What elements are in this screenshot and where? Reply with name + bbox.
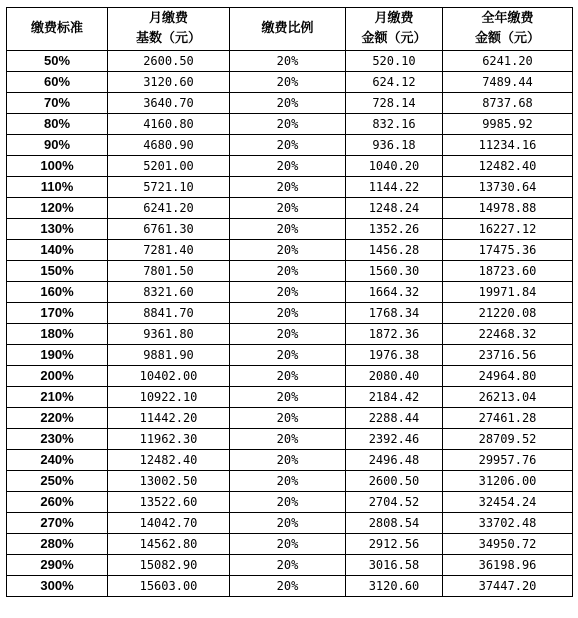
cell-base: 11962.30 [108, 429, 230, 450]
table-row [7, 408, 573, 429]
cell-ratio: 20% [230, 219, 346, 240]
cell-annual: 6241.20 [443, 51, 573, 72]
cell-level: 50% [7, 51, 108, 72]
table-row [7, 282, 573, 303]
cell-ratio: 20% [230, 261, 346, 282]
table-row [7, 198, 573, 219]
cell-level: 140% [7, 240, 108, 261]
cell-base: 13002.50 [108, 471, 230, 492]
cell-ratio: 20% [230, 282, 346, 303]
cell-level: 240% [7, 450, 108, 471]
cell-base: 6241.20 [108, 198, 230, 219]
cell-annual: 9985.92 [443, 114, 573, 135]
cell-base: 14042.70 [108, 513, 230, 534]
cell-base: 14562.80 [108, 534, 230, 555]
cell-ratio: 20% [230, 240, 346, 261]
cell-annual: 11234.16 [443, 135, 573, 156]
cell-level: 270% [7, 513, 108, 534]
cell-annual: 29957.76 [443, 450, 573, 471]
cell-ratio: 20% [230, 198, 346, 219]
cell-base: 12482.40 [108, 450, 230, 471]
table-header [7, 8, 573, 51]
table-row [7, 72, 573, 93]
cell-base: 15603.00 [108, 576, 230, 597]
cell-level: 80% [7, 114, 108, 135]
cell-annual: 23716.56 [443, 345, 573, 366]
table-row [7, 450, 573, 471]
cell-level: 200% [7, 366, 108, 387]
cell-monthly: 2392.46 [346, 429, 443, 450]
cell-base: 5721.10 [108, 177, 230, 198]
header-monthly-line2: 金额（元） [361, 31, 427, 46]
cell-monthly: 2288.44 [346, 408, 443, 429]
cell-annual: 22468.32 [443, 324, 573, 345]
cell-base: 5201.00 [108, 156, 230, 177]
cell-level: 100% [7, 156, 108, 177]
cell-base: 10402.00 [108, 366, 230, 387]
cell-ratio: 20% [230, 471, 346, 492]
cell-base: 7281.40 [108, 240, 230, 261]
cell-monthly: 3120.60 [346, 576, 443, 597]
cell-ratio: 20% [230, 177, 346, 198]
table-row [7, 303, 573, 324]
cell-annual: 18723.60 [443, 261, 573, 282]
header-monthly-line1: 月缴费 [374, 11, 414, 26]
table-row [7, 219, 573, 240]
header-annual-line2: 金额（元） [474, 31, 540, 46]
cell-level: 60% [7, 72, 108, 93]
cell-level: 70% [7, 93, 108, 114]
cell-annual: 21220.08 [443, 303, 573, 324]
cell-level: 120% [7, 198, 108, 219]
cell-ratio: 20% [230, 303, 346, 324]
cell-level: 300% [7, 576, 108, 597]
table-row [7, 324, 573, 345]
cell-annual: 14978.88 [443, 198, 573, 219]
cell-level: 280% [7, 534, 108, 555]
cell-base: 3120.60 [108, 72, 230, 93]
cell-annual: 36198.96 [443, 555, 573, 576]
cell-base: 8841.70 [108, 303, 230, 324]
table-row [7, 366, 573, 387]
cell-monthly: 936.18 [346, 135, 443, 156]
cell-base: 11442.20 [108, 408, 230, 429]
cell-monthly: 1872.36 [346, 324, 443, 345]
cell-monthly: 2496.48 [346, 450, 443, 471]
cell-level: 150% [7, 261, 108, 282]
table-row [7, 261, 573, 282]
header-level: 缴费标准 [7, 8, 108, 51]
cell-ratio: 20% [230, 135, 346, 156]
table-row [7, 534, 573, 555]
cell-monthly: 2704.52 [346, 492, 443, 513]
header-row [7, 8, 573, 51]
cell-ratio: 20% [230, 387, 346, 408]
cell-annual: 19971.84 [443, 282, 573, 303]
cell-monthly: 1040.20 [346, 156, 443, 177]
cell-annual: 16227.12 [443, 219, 573, 240]
header-annual-line1: 全年缴费 [481, 11, 534, 26]
cell-base: 4160.80 [108, 114, 230, 135]
cell-monthly: 1768.34 [346, 303, 443, 324]
table-row [7, 513, 573, 534]
cell-ratio: 20% [230, 324, 346, 345]
cell-monthly: 1456.28 [346, 240, 443, 261]
cell-annual: 28709.52 [443, 429, 573, 450]
cell-annual: 32454.24 [443, 492, 573, 513]
cell-level: 160% [7, 282, 108, 303]
cell-annual: 17475.36 [443, 240, 573, 261]
table-row [7, 576, 573, 597]
cell-level: 250% [7, 471, 108, 492]
cell-annual: 27461.28 [443, 408, 573, 429]
cell-ratio: 20% [230, 366, 346, 387]
table-row [7, 429, 573, 450]
cell-monthly: 520.10 [346, 51, 443, 72]
cell-level: 170% [7, 303, 108, 324]
cell-ratio: 20% [230, 114, 346, 135]
table-row [7, 240, 573, 261]
cell-level: 110% [7, 177, 108, 198]
cell-ratio: 20% [230, 51, 346, 72]
cell-base: 6761.30 [108, 219, 230, 240]
cell-base: 9361.80 [108, 324, 230, 345]
cell-monthly: 832.16 [346, 114, 443, 135]
cell-ratio: 20% [230, 93, 346, 114]
cell-base: 3640.70 [108, 93, 230, 114]
contribution-table [6, 7, 573, 597]
table-row [7, 135, 573, 156]
header-ratio: 缴费比例 [230, 8, 346, 51]
table-row [7, 492, 573, 513]
header-annual [443, 8, 573, 51]
cell-monthly: 2808.54 [346, 513, 443, 534]
cell-level: 190% [7, 345, 108, 366]
cell-monthly: 728.14 [346, 93, 443, 114]
cell-annual: 34950.72 [443, 534, 573, 555]
cell-ratio: 20% [230, 345, 346, 366]
cell-annual: 26213.04 [443, 387, 573, 408]
cell-annual: 37447.20 [443, 576, 573, 597]
cell-ratio: 20% [230, 408, 346, 429]
table-row [7, 177, 573, 198]
header-base-line2: 基数（元） [135, 31, 201, 46]
cell-ratio: 20% [230, 429, 346, 450]
cell-base: 4680.90 [108, 135, 230, 156]
cell-base: 8321.60 [108, 282, 230, 303]
table-row [7, 555, 573, 576]
cell-level: 130% [7, 219, 108, 240]
cell-monthly: 2080.40 [346, 366, 443, 387]
table-row [7, 387, 573, 408]
cell-monthly: 1352.26 [346, 219, 443, 240]
cell-base: 2600.50 [108, 51, 230, 72]
cell-annual: 12482.40 [443, 156, 573, 177]
cell-ratio: 20% [230, 534, 346, 555]
table-row [7, 114, 573, 135]
cell-monthly: 2912.56 [346, 534, 443, 555]
cell-annual: 13730.64 [443, 177, 573, 198]
cell-level: 260% [7, 492, 108, 513]
cell-ratio: 20% [230, 450, 346, 471]
cell-ratio: 20% [230, 555, 346, 576]
cell-base: 15082.90 [108, 555, 230, 576]
cell-level: 90% [7, 135, 108, 156]
table-row [7, 156, 573, 177]
cell-monthly: 1664.32 [346, 282, 443, 303]
cell-base: 10922.10 [108, 387, 230, 408]
cell-monthly: 1976.38 [346, 345, 443, 366]
header-base [108, 8, 230, 51]
table-row [7, 345, 573, 366]
cell-monthly: 1144.22 [346, 177, 443, 198]
cell-annual: 8737.68 [443, 93, 573, 114]
table-row [7, 471, 573, 492]
table-row [7, 51, 573, 72]
cell-base: 9881.90 [108, 345, 230, 366]
cell-annual: 24964.80 [443, 366, 573, 387]
cell-base: 7801.50 [108, 261, 230, 282]
cell-monthly: 1248.24 [346, 198, 443, 219]
cell-monthly: 2184.42 [346, 387, 443, 408]
header-monthly [346, 8, 443, 51]
cell-level: 220% [7, 408, 108, 429]
cell-monthly: 1560.30 [346, 261, 443, 282]
cell-monthly: 3016.58 [346, 555, 443, 576]
cell-annual: 33702.48 [443, 513, 573, 534]
cell-level: 180% [7, 324, 108, 345]
cell-ratio: 20% [230, 513, 346, 534]
cell-ratio: 20% [230, 156, 346, 177]
cell-level: 210% [7, 387, 108, 408]
cell-ratio: 20% [230, 576, 346, 597]
cell-annual: 7489.44 [443, 72, 573, 93]
cell-ratio: 20% [230, 72, 346, 93]
cell-annual: 31206.00 [443, 471, 573, 492]
cell-level: 230% [7, 429, 108, 450]
cell-ratio: 20% [230, 492, 346, 513]
cell-monthly: 624.12 [346, 72, 443, 93]
header-base-line1: 月缴费 [148, 11, 188, 26]
cell-level: 290% [7, 555, 108, 576]
table-body [7, 51, 573, 597]
cell-monthly: 2600.50 [346, 471, 443, 492]
cell-base: 13522.60 [108, 492, 230, 513]
table-row [7, 93, 573, 114]
